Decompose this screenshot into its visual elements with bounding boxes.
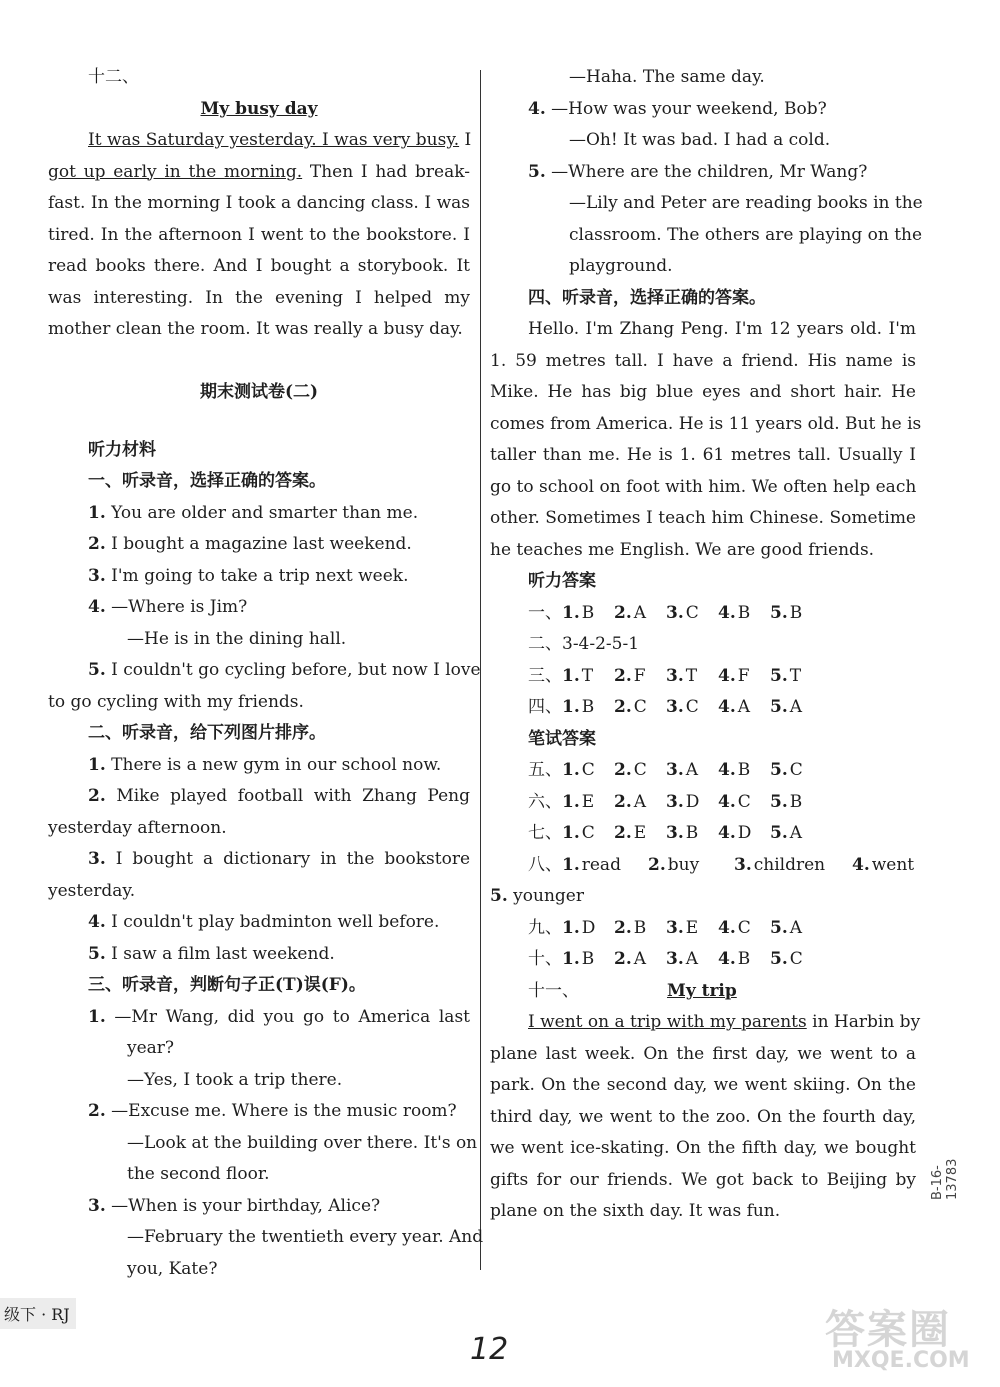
- answer-item: 5. C: [770, 949, 803, 969]
- section-3-heading: 三、听录音，判断句子正(T)误(F)。: [88, 975, 366, 995]
- answer-item: 2. A: [614, 602, 647, 623]
- essay-line: It was Saturday yesterday. I was very busy. I: [88, 130, 472, 150]
- s1-item-5: 5. I couldn't go cycling before, but now I love: [88, 660, 481, 680]
- r-item-5-cont1: classroom. The others are playing on the: [569, 224, 923, 245]
- essay-line: we went ice-skating. On the fifth day, we bought: [490, 1138, 916, 1158]
- s2-item-5: 5. I saw a film last weekend.: [88, 943, 335, 964]
- section-12-label: 十二、: [88, 67, 139, 87]
- watermark-text: 答案圈: [825, 1307, 951, 1353]
- answer-prefix: 三、: [528, 665, 562, 686]
- s2-item-3-cont: yesterday.: [48, 880, 136, 901]
- essay-busy-day: [48, 125, 470, 346]
- answer-item: 5. T: [770, 665, 802, 686]
- answer-item: 5. C: [770, 760, 803, 780]
- s2-item-3: 3. I bought a dictionary in the bookstore: [88, 849, 470, 869]
- answer-row-10: [490, 944, 916, 976]
- answer-item: 2. C: [614, 697, 647, 717]
- s1-item-4: 4. —Where is Jim?: [88, 597, 248, 617]
- answer-item: 1. B: [562, 949, 595, 969]
- product-code: B-16-13783: [930, 1158, 960, 1200]
- answer-row-8-cont: 5. younger: [490, 886, 584, 906]
- answer-prefix: 八、: [528, 854, 562, 875]
- r-item-5-reply: —Lily and Peter are reading books in the: [569, 193, 923, 213]
- s2-item-1: 1. There is a new gym in our school now.: [88, 754, 442, 775]
- answer-item: 3. children: [734, 854, 826, 875]
- essay-line: fast. In the morning I took a dancing class. I was: [48, 193, 470, 213]
- s1-item-4-reply: —He is in the dining hall.: [127, 628, 347, 649]
- grade-label: 级下 · RJ: [0, 1298, 76, 1329]
- r-item-5: 5. —Where are the children, Mr Wang?: [528, 161, 868, 182]
- essay-line: got up early in the morning. Then I had break-: [48, 161, 470, 182]
- answer-prefix: 七、: [528, 823, 562, 843]
- essay-line: plane on the sixth day. It was fun.: [490, 1201, 781, 1221]
- passage-line: Hello. I'm Zhang Peng. I'm 12 years old. I'm: [528, 319, 916, 339]
- s1-item-2: 2. I bought a magazine last weekend.: [88, 534, 412, 554]
- answer-item: 4. went: [852, 854, 915, 875]
- answer-item: 5. B: [770, 791, 803, 812]
- s1-item-5-cont: to go cycling with my friends.: [48, 691, 304, 712]
- passage-line: comes from America. He is 11 years old. But he is: [490, 413, 922, 434]
- essay-line: was interesting. In the evening I helped my: [48, 287, 470, 308]
- essay-my-trip: [490, 1039, 916, 1228]
- s2-item-2: 2. Mike played football with Zhang Peng: [88, 786, 470, 806]
- answer-item: 1. C: [562, 760, 595, 780]
- s2-item-2-cont: yesterday afternoon.: [48, 817, 227, 838]
- passage-line: go to school on foot with him. We often help each: [490, 476, 917, 497]
- answer-row-5: [490, 755, 916, 787]
- answer-item: 2. A: [614, 791, 647, 812]
- answer-item: 4. B: [718, 602, 751, 623]
- section-1-heading: 一、听录音，选择正确的答案。: [88, 471, 326, 491]
- answer-item: 3. A: [666, 949, 699, 969]
- answer-row-3: [490, 661, 916, 693]
- answer-item: 5. A: [770, 697, 803, 717]
- answer-prefix: 十、: [528, 949, 562, 969]
- listening-answers-label: 听力答案: [528, 571, 596, 591]
- section-2-heading: 二、听录音，给下列图片排序。: [88, 723, 326, 743]
- answer-item: 1. D: [562, 917, 596, 938]
- answer-item: 4. B: [718, 760, 751, 780]
- watermark-url: MXQE.COM: [832, 1348, 970, 1373]
- s3-item-3: 3. —When is your birthday, Alice?: [88, 1195, 381, 1216]
- s3-item-1-reply: —Yes, I took a trip there.: [127, 1069, 343, 1090]
- answer-item: 3. T: [666, 665, 698, 686]
- section-4-passage: [490, 314, 922, 566]
- answer-item: 1. B: [562, 697, 595, 717]
- answer-row-7: [490, 818, 916, 850]
- passage-line: he teaches me English. We are good friends.: [490, 539, 875, 560]
- answer-item: 2. B: [614, 917, 647, 938]
- r-item-4: 4. —How was your weekend, Bob?: [528, 98, 827, 119]
- answer-row-1: [490, 598, 916, 630]
- written-answers-label: 笔试答案: [528, 728, 596, 749]
- essay-my-trip-first-line: I went on a trip with my parents in Harbin by: [528, 1012, 921, 1032]
- page-number: 12: [470, 1332, 509, 1367]
- essay-title-busy-day: My busy day: [200, 98, 318, 119]
- s3-item-2: 2. —Excuse me. Where is the music room?: [88, 1101, 457, 1121]
- passage-line: other. Sometimes I teach him Chinese. Sometime: [490, 508, 916, 528]
- answer-prefix: 一、: [528, 602, 562, 623]
- answer-prefix: 五、: [528, 760, 562, 780]
- answer-item: 1. B: [562, 602, 595, 623]
- answer-item: 3. A: [666, 760, 699, 780]
- answer-item: 1. C: [562, 823, 595, 843]
- answer-item: 4. C: [718, 917, 751, 938]
- answer-item: 5. A: [770, 823, 803, 843]
- watermark: [820, 1298, 995, 1383]
- essay-title-my-trip: My trip: [667, 980, 737, 1001]
- answer-item: 3. B: [666, 823, 699, 843]
- section-4-heading: 四、听录音，选择正确的答案。: [528, 287, 766, 308]
- essay-line: park. On the second day, we went skiing. On the: [490, 1075, 916, 1095]
- section-11-label: 十一、: [528, 980, 579, 1001]
- essay-line: mother clean the room. It was really a busy day.: [48, 319, 463, 339]
- r-item-5-cont2: playground.: [569, 256, 673, 276]
- answer-item: 4. A: [718, 697, 751, 717]
- essay-line: plane last week. On the first day, we went to a: [490, 1043, 916, 1064]
- answer-row-8: [490, 850, 916, 882]
- answer-row-6: [490, 787, 916, 819]
- r-item-3-reply: —Haha. The same day.: [569, 67, 765, 87]
- answer-item: 2. E: [614, 823, 647, 843]
- answer-item: 2. buy: [648, 854, 700, 875]
- answer-item: 2. C: [614, 760, 647, 780]
- passage-line: 1. 59 metres tall. I have a friend. His name is: [490, 350, 916, 371]
- s1-item-1: 1. You are older and smarter than me.: [88, 502, 419, 523]
- answer-item: 5. A: [770, 917, 803, 938]
- essay-line: tired. In the afternoon I went to the bookstore. I: [48, 224, 470, 245]
- s3-item-1: 1. —Mr Wang, did you go to America last: [88, 1006, 470, 1027]
- s3-item-3-cont: you, Kate?: [127, 1258, 218, 1279]
- answer-item: 4. C: [718, 791, 751, 812]
- answer-item: 2. A: [614, 949, 647, 969]
- essay-line: third day, we went to the zoo. On the fourth day,: [490, 1106, 916, 1127]
- answer-item: 3. E: [666, 917, 699, 938]
- answer-item: 1. read: [562, 854, 621, 875]
- section-11-line: [490, 976, 916, 1008]
- answer-item: 1. T: [562, 665, 594, 686]
- answer-item: 1. E: [562, 791, 595, 812]
- listening-material-label: 听力材料: [88, 439, 156, 460]
- answer-item: 3. D: [666, 791, 700, 812]
- left-column: [48, 62, 484, 1285]
- essay-line: gifts for our friends. We got back to Beijing by: [490, 1169, 916, 1190]
- s3-item-2-cont: the second floor.: [127, 1164, 270, 1184]
- answer-item: 4. F: [718, 665, 750, 686]
- answer-row-2: 二、3-4-2-5-1: [528, 634, 640, 654]
- s3-item-1-cont: year?: [127, 1038, 175, 1058]
- answer-item: 2. F: [614, 665, 646, 686]
- answer-row-9: [490, 913, 916, 945]
- answer-item: 3. C: [666, 697, 699, 717]
- exam-title: 期末测试卷(二): [199, 382, 319, 402]
- answer-item: 4. B: [718, 949, 751, 969]
- answer-item: 3. C: [666, 602, 699, 623]
- passage-line: Mike. He has big blue eyes and short hair. He: [490, 382, 916, 402]
- answer-prefix: 九、: [528, 917, 562, 938]
- essay-line: read books there. And I bought a storybook. It: [48, 256, 470, 276]
- r-item-4-reply: —Oh! It was bad. I had a cold.: [569, 130, 831, 150]
- answer-item: 5. B: [770, 602, 803, 623]
- s3-item-3-reply: —February the twentieth every year. And: [127, 1227, 484, 1247]
- answer-prefix: 六、: [528, 791, 562, 812]
- answer-item: 4. D: [718, 823, 752, 843]
- s1-item-3: 3. I'm going to take a trip next week.: [88, 565, 409, 586]
- right-column: [490, 62, 923, 1228]
- answer-prefix: 四、: [528, 697, 562, 717]
- answer-row-4: [490, 692, 916, 724]
- s3-item-2-reply: —Look at the building over there. It's on: [127, 1132, 478, 1153]
- s2-item-4: 4. I couldn't play badminton well before.: [88, 912, 440, 932]
- passage-line: taller than me. He is 1. 61 metres tall. Usually I: [490, 445, 916, 465]
